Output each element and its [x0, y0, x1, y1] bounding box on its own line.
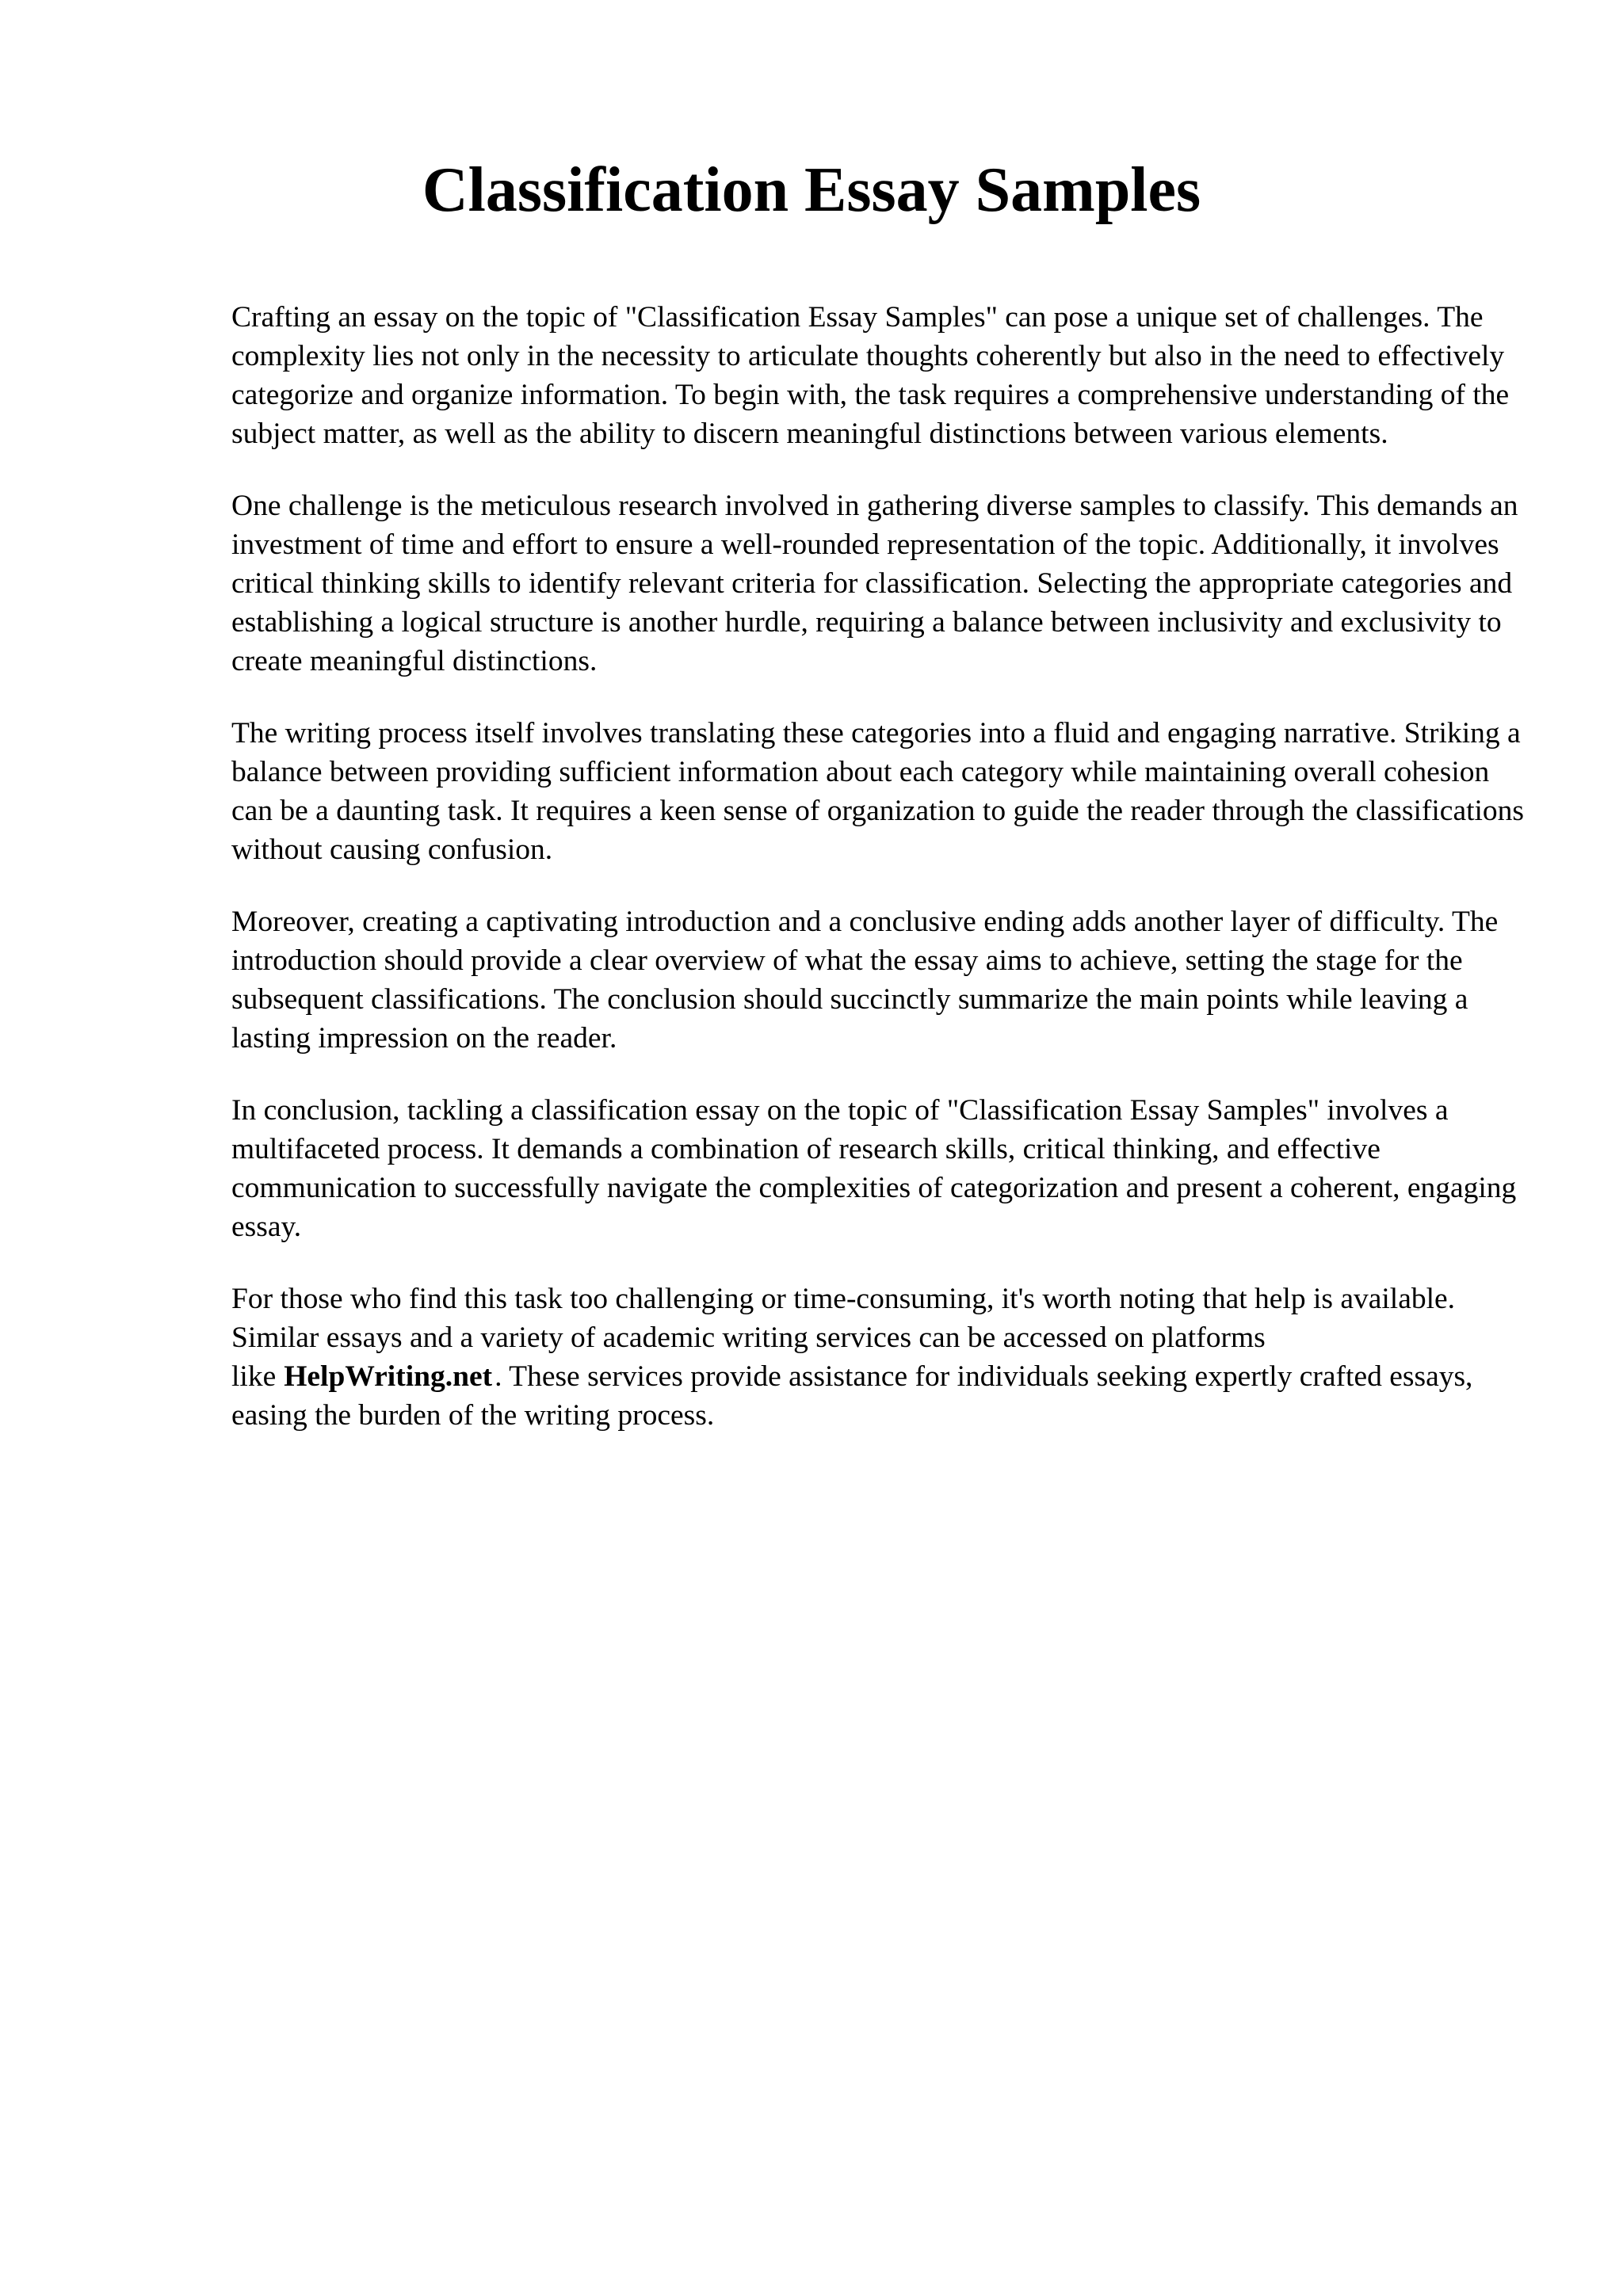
paragraph-2: One challenge is the meticulous research involved in gathering diverse samples to classify. This demands an investment of time and effort to ensure a well-rounded representation of the topic. Additionally, it involves critical thinking skills to identify relevant criteria for classification. Selecting the appropriate categories and establishing a logical structure is another hurdle, requiring a balance between inclusivity and exclusivity to create meaningful distinctions.	[231, 490, 1518, 677]
paragraph-3: The writing process itself involves translating these categories into a fluid and engaging narrative. Striking a balance between providing sufficient information about each category while maintaining overall cohesion can be a daunting task. It requires a keen sense of organization to guide the reader through the classifications without causing confusion.	[231, 717, 1525, 866]
paragraph-4: Moreover, creating a captivating introduction and a conclusive ending adds another layer of difficulty. The introduction should provide a clear overview of what the essay aims to achieve, setting the stage for the subsequent classifications. The conclusion should succinctly summarize the main points while leaving a lasting impression on the reader.	[231, 906, 1499, 1055]
paragraph-1: Crafting an essay on the topic of "Classification Essay Samples" can pose a unique set of challenges. The complexity lies not only in the necessity to articulate thoughts coherently but also in the need to effectively categorize and organize information. To begin with, the task requires a comprehensive understanding of the subject matter, as well as the ability to discern meaningful distinctions between various elements.	[231, 301, 1510, 450]
paragraph-6	[231, 1280, 1531, 1435]
essay-body	[231, 298, 1531, 1468]
paragraph-5: In conclusion, tackling a classification essay on the topic of "Classification Essay Samples" involves a multifaceted process. It demands a combination of research skills, critical thinking, and effective communication to successfully navigate the complexities of categorization and present a coherent, engaging essay.	[231, 1094, 1517, 1243]
paragraph-6-text-before-link: For those who find this task too challenging or time-consuming, it's worth noting that help is available. Similar essays and a variety of academic writing services can be accessed on platforms like	[231, 1283, 1456, 1393]
helpwriting-link[interactable]: HelpWriting.net	[284, 1360, 493, 1393]
page-title: Classification Essay Samples	[422, 155, 1201, 225]
paragraph-6-text-after-link: . These services provide assistance for individuals seeking expertly crafted essays, easing the burden of the writing process.	[231, 1360, 1473, 1432]
